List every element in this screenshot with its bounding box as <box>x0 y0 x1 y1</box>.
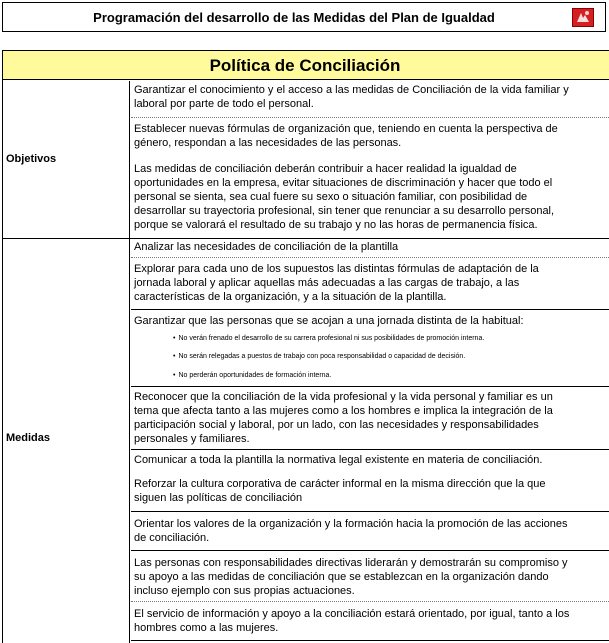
objetivos-label-cell <box>3 81 130 238</box>
sub-bullet-item: • No perderán oportunidades de formación interna. <box>173 372 332 379</box>
medida-item-2: Explorar para cada uno de los supuestos las distintas fórmulas de adaptación de la jornada laboral y aplicar aquellas más adecuadas a las cargas de trabajo, a las características de la organización, y a la situación de la plantilla. <box>134 263 539 303</box>
medida-divider <box>131 601 609 602</box>
header-title: Programación del desarrollo de las Medidas del Plan de Igualdad <box>93 10 495 25</box>
medida-divider <box>131 511 609 512</box>
medida-item-4: Reconocer que la conciliación de la vida profesional y la vida personal y familiar es un tema que afecta tanto a las mujeres como a los hombres e implica la integración de la participación social y laboral, por un lado, con las necesidades y responsabilidades personales y familiares. <box>134 391 553 445</box>
sub-bullet-item: • No verán frenado el desarrollo de su carrera profesional ni sus posibilidades de promoción interna. <box>173 335 485 342</box>
sub-bullet-item: • No serán relegadas a puestos de trabajo con poca responsabilidad o capacidad de decisión. <box>173 353 466 360</box>
medida-item-3: Garantizar que las personas que se acojan a una jornada distinta de la habitual: <box>134 315 524 327</box>
medida-item-7: Orientar los valores de la organización y la formación hacia la promoción de las acciones de conciliación. <box>134 518 568 544</box>
medidas-label-cell <box>3 239 130 643</box>
medidas-label: Medidas <box>6 432 51 444</box>
section-title: Política de Conciliación <box>209 56 401 75</box>
medida-divider <box>131 386 609 387</box>
medida-divider <box>131 449 609 450</box>
medida-item-8: Las personas con responsabilidades directivas liderarán y demostrarán su compromiso y su apoyo a las medidas de conciliación que se establezcan en la organización dando incluso ejemplo con sus propias actuaciones. <box>134 557 568 597</box>
policy-table <box>2 50 609 643</box>
medida-divider <box>131 309 609 310</box>
medida-item-6: Reforzar la cultura corporativa de carácter informal en la misma dirección que la que siguen las políticas de conciliación <box>134 478 546 504</box>
medida-divider <box>131 550 609 551</box>
medida-item-1: Analizar las necesidades de conciliación de la plantilla <box>134 241 399 253</box>
objetivo-item-2: Establecer nuevas fórmulas de organización que, teniendo en cuenta la perspectiva de género, respondan a las necesidades de las personas. <box>134 123 558 149</box>
objetivos-label: Objetivos <box>6 153 57 165</box>
medida-divider <box>131 257 609 258</box>
section-title-band <box>3 51 609 80</box>
objetivo-divider <box>131 117 609 118</box>
medida-item-9: El servicio de información y apoyo a la conciliación estará orientado, por igual, tanto a los hombres como a las mujeres. <box>134 608 570 634</box>
logo-icon <box>572 8 594 27</box>
objetivo-item-1: Garantizar el conocimiento y el acceso a las medidas de Conciliación de la vida familiar y laboral por parte de todo el personal. <box>134 84 569 110</box>
document-header <box>2 2 606 32</box>
medida-item-5: Comunicar a toda la plantilla la normativa legal existente en materia de conciliación. <box>134 454 543 466</box>
objetivo-item-3: Las medidas de conciliación deberán contribuir a hacer realidad la igualdad de oportunidades en la empresa, evitar situaciones de discriminación y hacer que todo el personal se sienta, sea cual fuere su sexo o situación familiar, con posibilidad de desarrollar su trayectoria profesional, sin tener que renunciar a su desarrollo personal, porque se valorará el resultado de su trabajo y no las horas de permanencia física. <box>134 163 555 231</box>
medida-divider <box>131 640 609 641</box>
